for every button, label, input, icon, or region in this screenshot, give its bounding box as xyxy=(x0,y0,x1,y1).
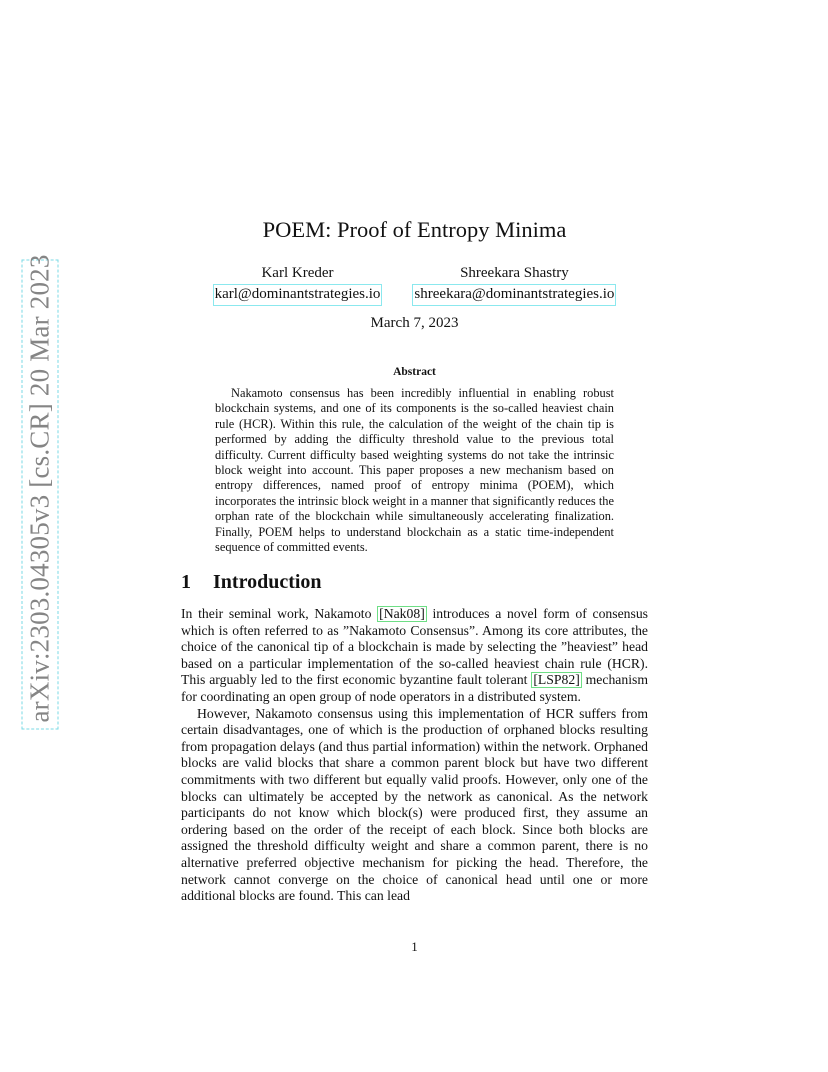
author-block xyxy=(181,264,648,306)
author-name: Shreekara Shastry xyxy=(460,265,569,281)
introduction-heading xyxy=(181,570,648,594)
arxiv-identifier[interactable]: arXiv:2303.04305v3 [cs.CR] 20 Mar 2023 xyxy=(22,259,59,729)
paragraph-text-part: introduces a novel form of consensus which is often referred to as ”Nakamoto Consensus”. Among its core attributes, the choice of the canonical tip of a blockchain is made by selecting the ”heaviest” head based on a particular implementation of the so-called heaviest chain rule (HCR). This arguably led to the first economic byzantine fault tolerant xyxy=(181,606,648,688)
paper-page xyxy=(181,0,648,1072)
paragraph-text-part: In their seminal work, Nakamoto xyxy=(181,606,378,621)
arxiv-side-stamp xyxy=(22,255,58,733)
section-number: 1 xyxy=(181,571,191,593)
author-name: Karl Kreder xyxy=(261,265,334,281)
page-number: 1 xyxy=(411,939,418,954)
author-shreekara-shastry xyxy=(412,264,616,306)
citation-nak08-link[interactable]: [Nak08] xyxy=(379,606,425,621)
author-email-link[interactable]: karl@dominantstrategies.io xyxy=(213,284,383,306)
introduction-body xyxy=(181,606,648,905)
introduction-paragraph-2: However, Nakamoto consensus using this implementation of HCR suffers from certain disadvantages, one of which is the production of orphaned blocks resulting from propagation delays (and thus partial information) within the network. Orphaned blocks are valid blocks that share a common parent block but have two different commitments with two different but equally valid proofs. However, only one of the blocks can ultimately be accepted by the network as canonical. As the network participants do not know which block(s) were produced first, they assume an ordering based on the order of the receipt of each block. Since both blocks are assigned the threshold difficulty weight and share a common parent, there is no alternative preferred objective mechanism for picking the head. Therefore, the network cannot converge on the choice of canonical head until one or more additional blocks are found. This can lead xyxy=(181,705,648,904)
paper-title: POEM: Proof of Entropy Minima xyxy=(262,217,567,242)
publication-date: March 7, 2023 xyxy=(370,315,459,331)
author-karl-kreder xyxy=(213,264,383,306)
introduction-paragraph-1 xyxy=(181,606,648,706)
abstract-heading: Abstract xyxy=(393,366,436,378)
citation-lsp82-link[interactable]: [LSP82] xyxy=(533,672,580,688)
paragraph-text-part: mechanism for coordinating an open group of node operators in a distributed system. xyxy=(181,672,648,704)
abstract-text: Nakamoto consensus has been incredibly influential in enabling robust blockchain systems, and one of its components is the so-called heaviest chain rule (HCR). Within this rule, the calculation of the weight of the chain tip is performed by adding the difficulty threshold value to the previous total difficulty. Current difficulty based weighting systems do not take the intrinsic block weight into account. This paper proposes a new mechanism based on entropy differences, named proof of entropy minima (POEM), which incorporates the intrinsic block weight in a manner that significantly reduces the orphan rate of the blockchain while simultaneously accelerating finalization. Finally, POEM helps to understand blockchain as a static time-independent sequence of committed events. xyxy=(215,386,614,555)
author-email-link[interactable]: shreekara@dominantstrategies.io xyxy=(412,284,616,306)
section-title: Introduction xyxy=(213,571,322,593)
